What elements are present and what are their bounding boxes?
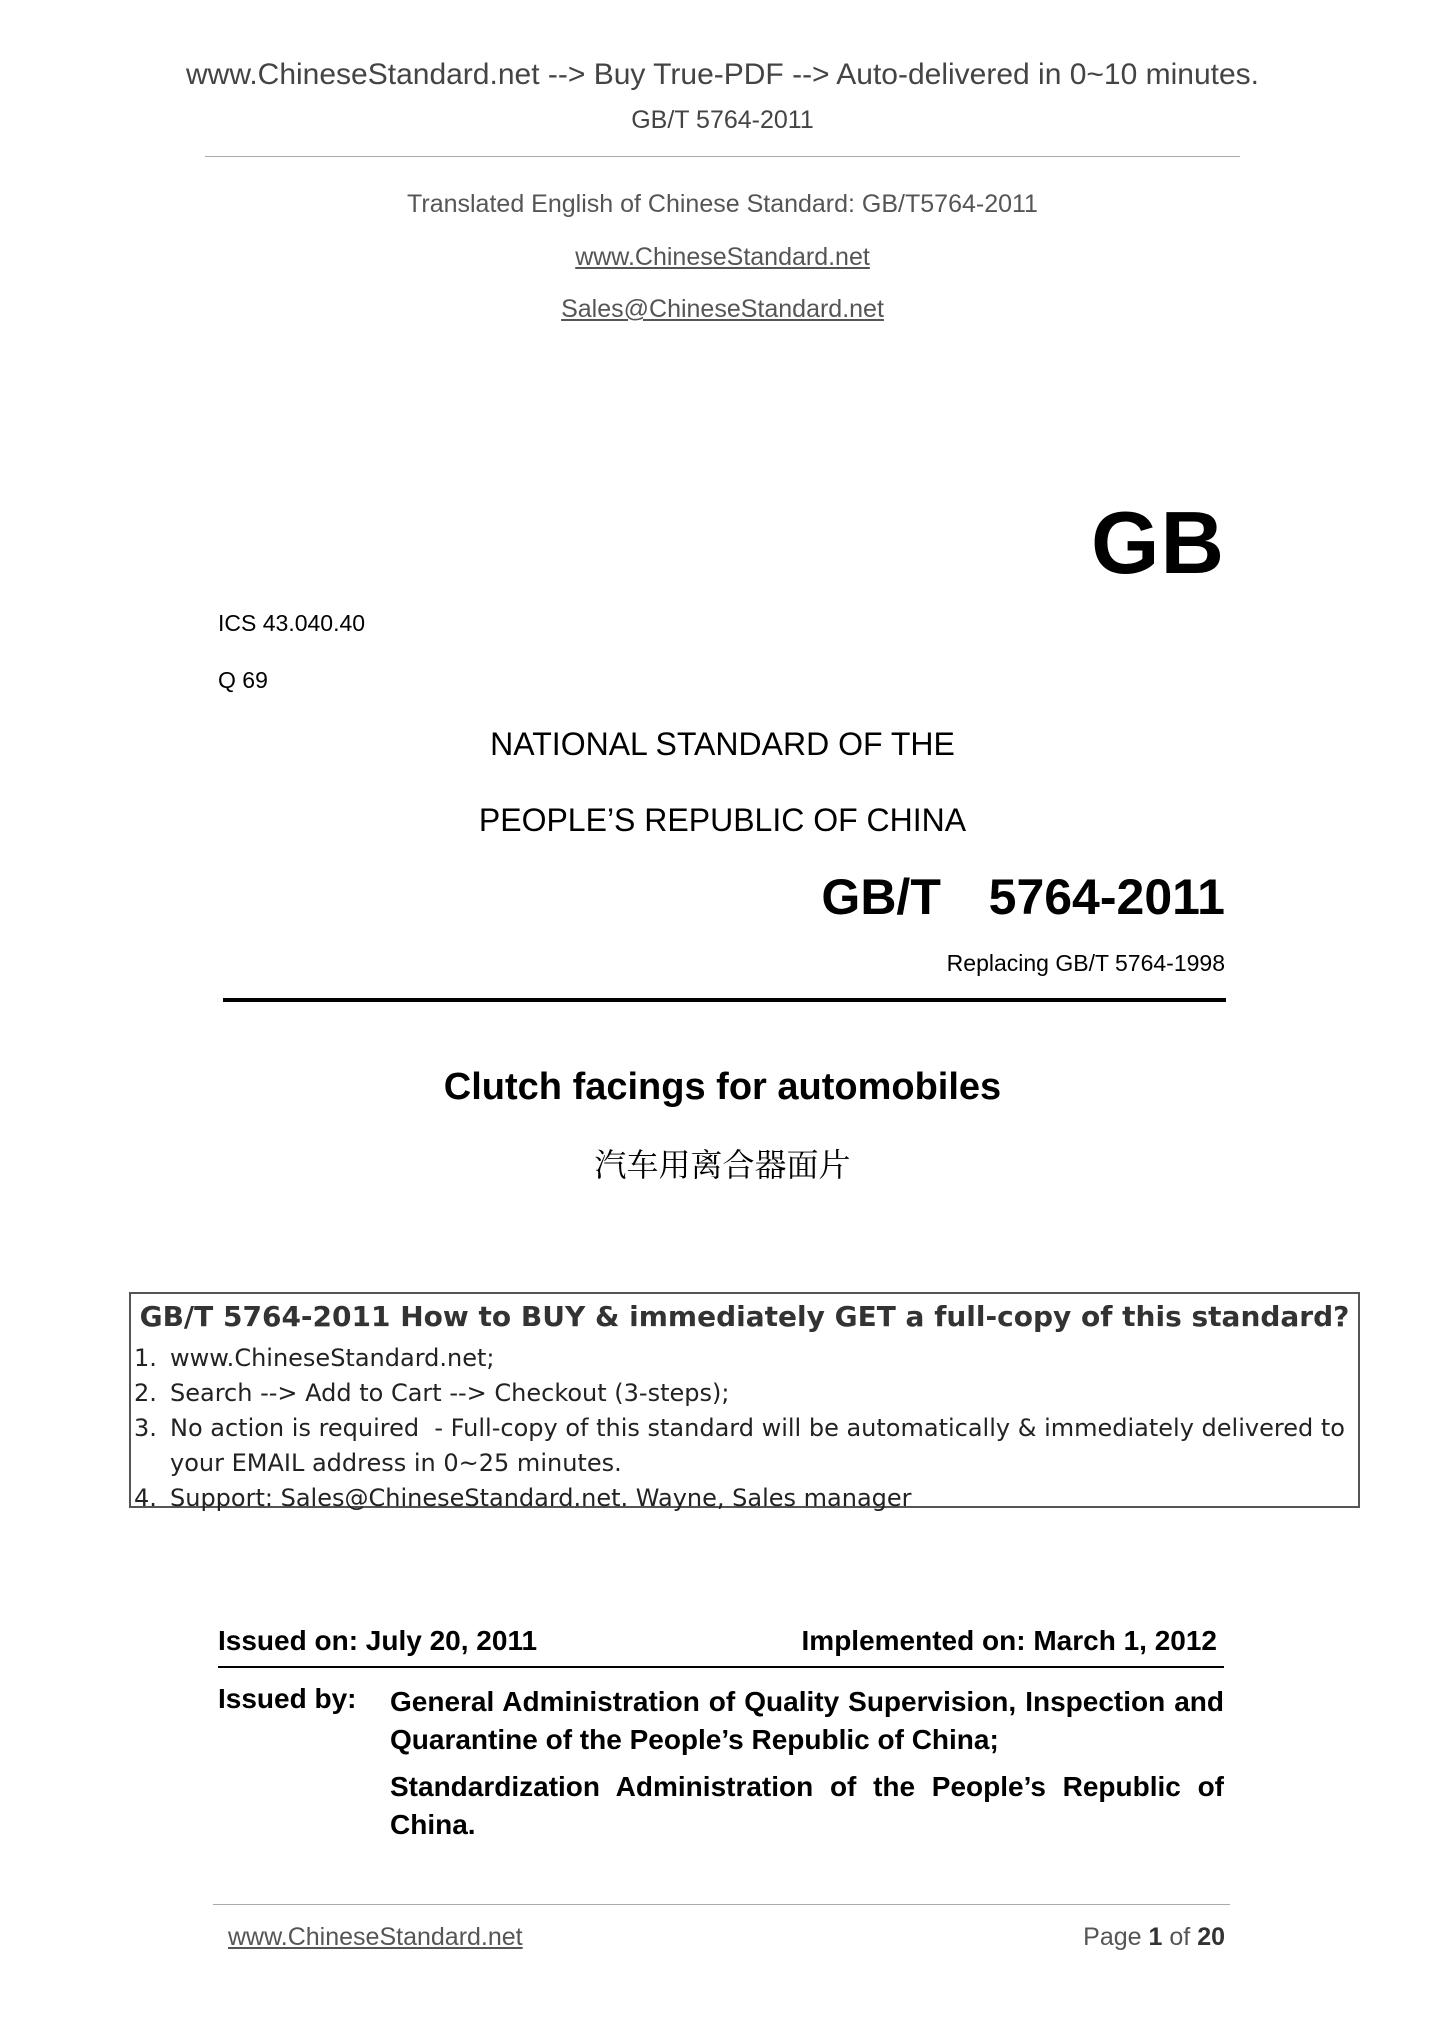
header-standard-number: GB/T 5764-2011	[631, 106, 814, 134]
footer-divider	[213, 1904, 1230, 1905]
buy-step-text: No action is required - Full-copy of this standard will be automatically & immediately delivered to	[170, 1414, 1345, 1442]
gb-mark: GB	[1091, 493, 1225, 592]
buy-step-text: www.ChineseStandard.net;	[170, 1344, 495, 1372]
implemented-on-date: Implemented on: March 1, 2012	[801, 1625, 1217, 1656]
footer-site-link[interactable]: www.ChineseStandard.net	[228, 1923, 523, 1951]
site-link-text[interactable]: www.ChineseStandard.net	[575, 243, 870, 271]
buy-step-text: Search --> Add to Cart --> Checkout (3-steps);	[170, 1379, 730, 1407]
ccs-code: Q 69	[218, 667, 268, 693]
issued-by-label: Issued by:	[218, 1683, 357, 1714]
title-english: Clutch facings for automobiles	[443, 1066, 1002, 1108]
buy-step-number: 4.	[134, 1484, 157, 1512]
sales-email-link[interactable]	[0, 295, 1445, 324]
buy-box-title: GB/T 5764-2011 How to BUY & immediately GET a full-copy of this standard?	[139, 1300, 1350, 1333]
national-standard-line1: NATIONAL STANDARD OF THE	[490, 726, 955, 762]
buy-step-number: 2.	[134, 1379, 157, 1407]
page-current: 1	[1148, 1923, 1163, 1951]
buy-step	[134, 1379, 729, 1407]
title-divider	[223, 998, 1226, 1002]
buy-step-number: 1.	[134, 1344, 157, 1372]
buy-step-number: 3.	[134, 1414, 157, 1442]
buy-step-text: your EMAIL address in 0~25 minutes.	[170, 1449, 622, 1477]
issuer-sac: Standardization Administration of the People’s Republic of China.	[390, 1771, 1224, 1840]
header-divider	[205, 156, 1240, 157]
site-link[interactable]	[0, 243, 1445, 272]
header-banner: www.ChineseStandard.net --> Buy True-PDF --> Auto-delivered in 0~10 minutes.	[185, 58, 1260, 91]
buy-step-text: Support: Sales@ChineseStandard.net. Wayne, Sales manager	[170, 1484, 912, 1512]
page-prefix: Page	[1083, 1923, 1142, 1951]
buy-step	[134, 1344, 494, 1372]
sales-email-text[interactable]: Sales@ChineseStandard.net	[561, 295, 884, 323]
national-standard-line2: PEOPLE’S REPUBLIC OF CHINA	[478, 802, 967, 838]
buy-instructions-box	[129, 1292, 1360, 1512]
replacing-note: Replacing GB/T 5764-1998	[946, 950, 1225, 976]
issuer-aqsiq: General Administration of Quality Supervision, Inspection and Quarantine of the People’s Republic of China;	[390, 1686, 1224, 1755]
issue-divider	[218, 1666, 1224, 1668]
title-chinese: 汽车用离合器面片	[594, 1146, 851, 1184]
page-total: 20	[1197, 1923, 1225, 1951]
page-indicator	[1083, 1923, 1225, 1952]
ics-code: ICS 43.040.40	[218, 610, 366, 636]
issued-on-date: Issued on: July 20, 2011	[218, 1625, 538, 1656]
standard-number: GB/T 5764-2011	[821, 869, 1225, 925]
buy-step-continuation	[170, 1449, 622, 1477]
page-of: of	[1169, 1923, 1191, 1951]
translated-note: Translated English of Chinese Standard: GB/T5764-2011	[407, 190, 1038, 218]
buy-step	[134, 1484, 912, 1512]
buy-step	[134, 1414, 1345, 1442]
